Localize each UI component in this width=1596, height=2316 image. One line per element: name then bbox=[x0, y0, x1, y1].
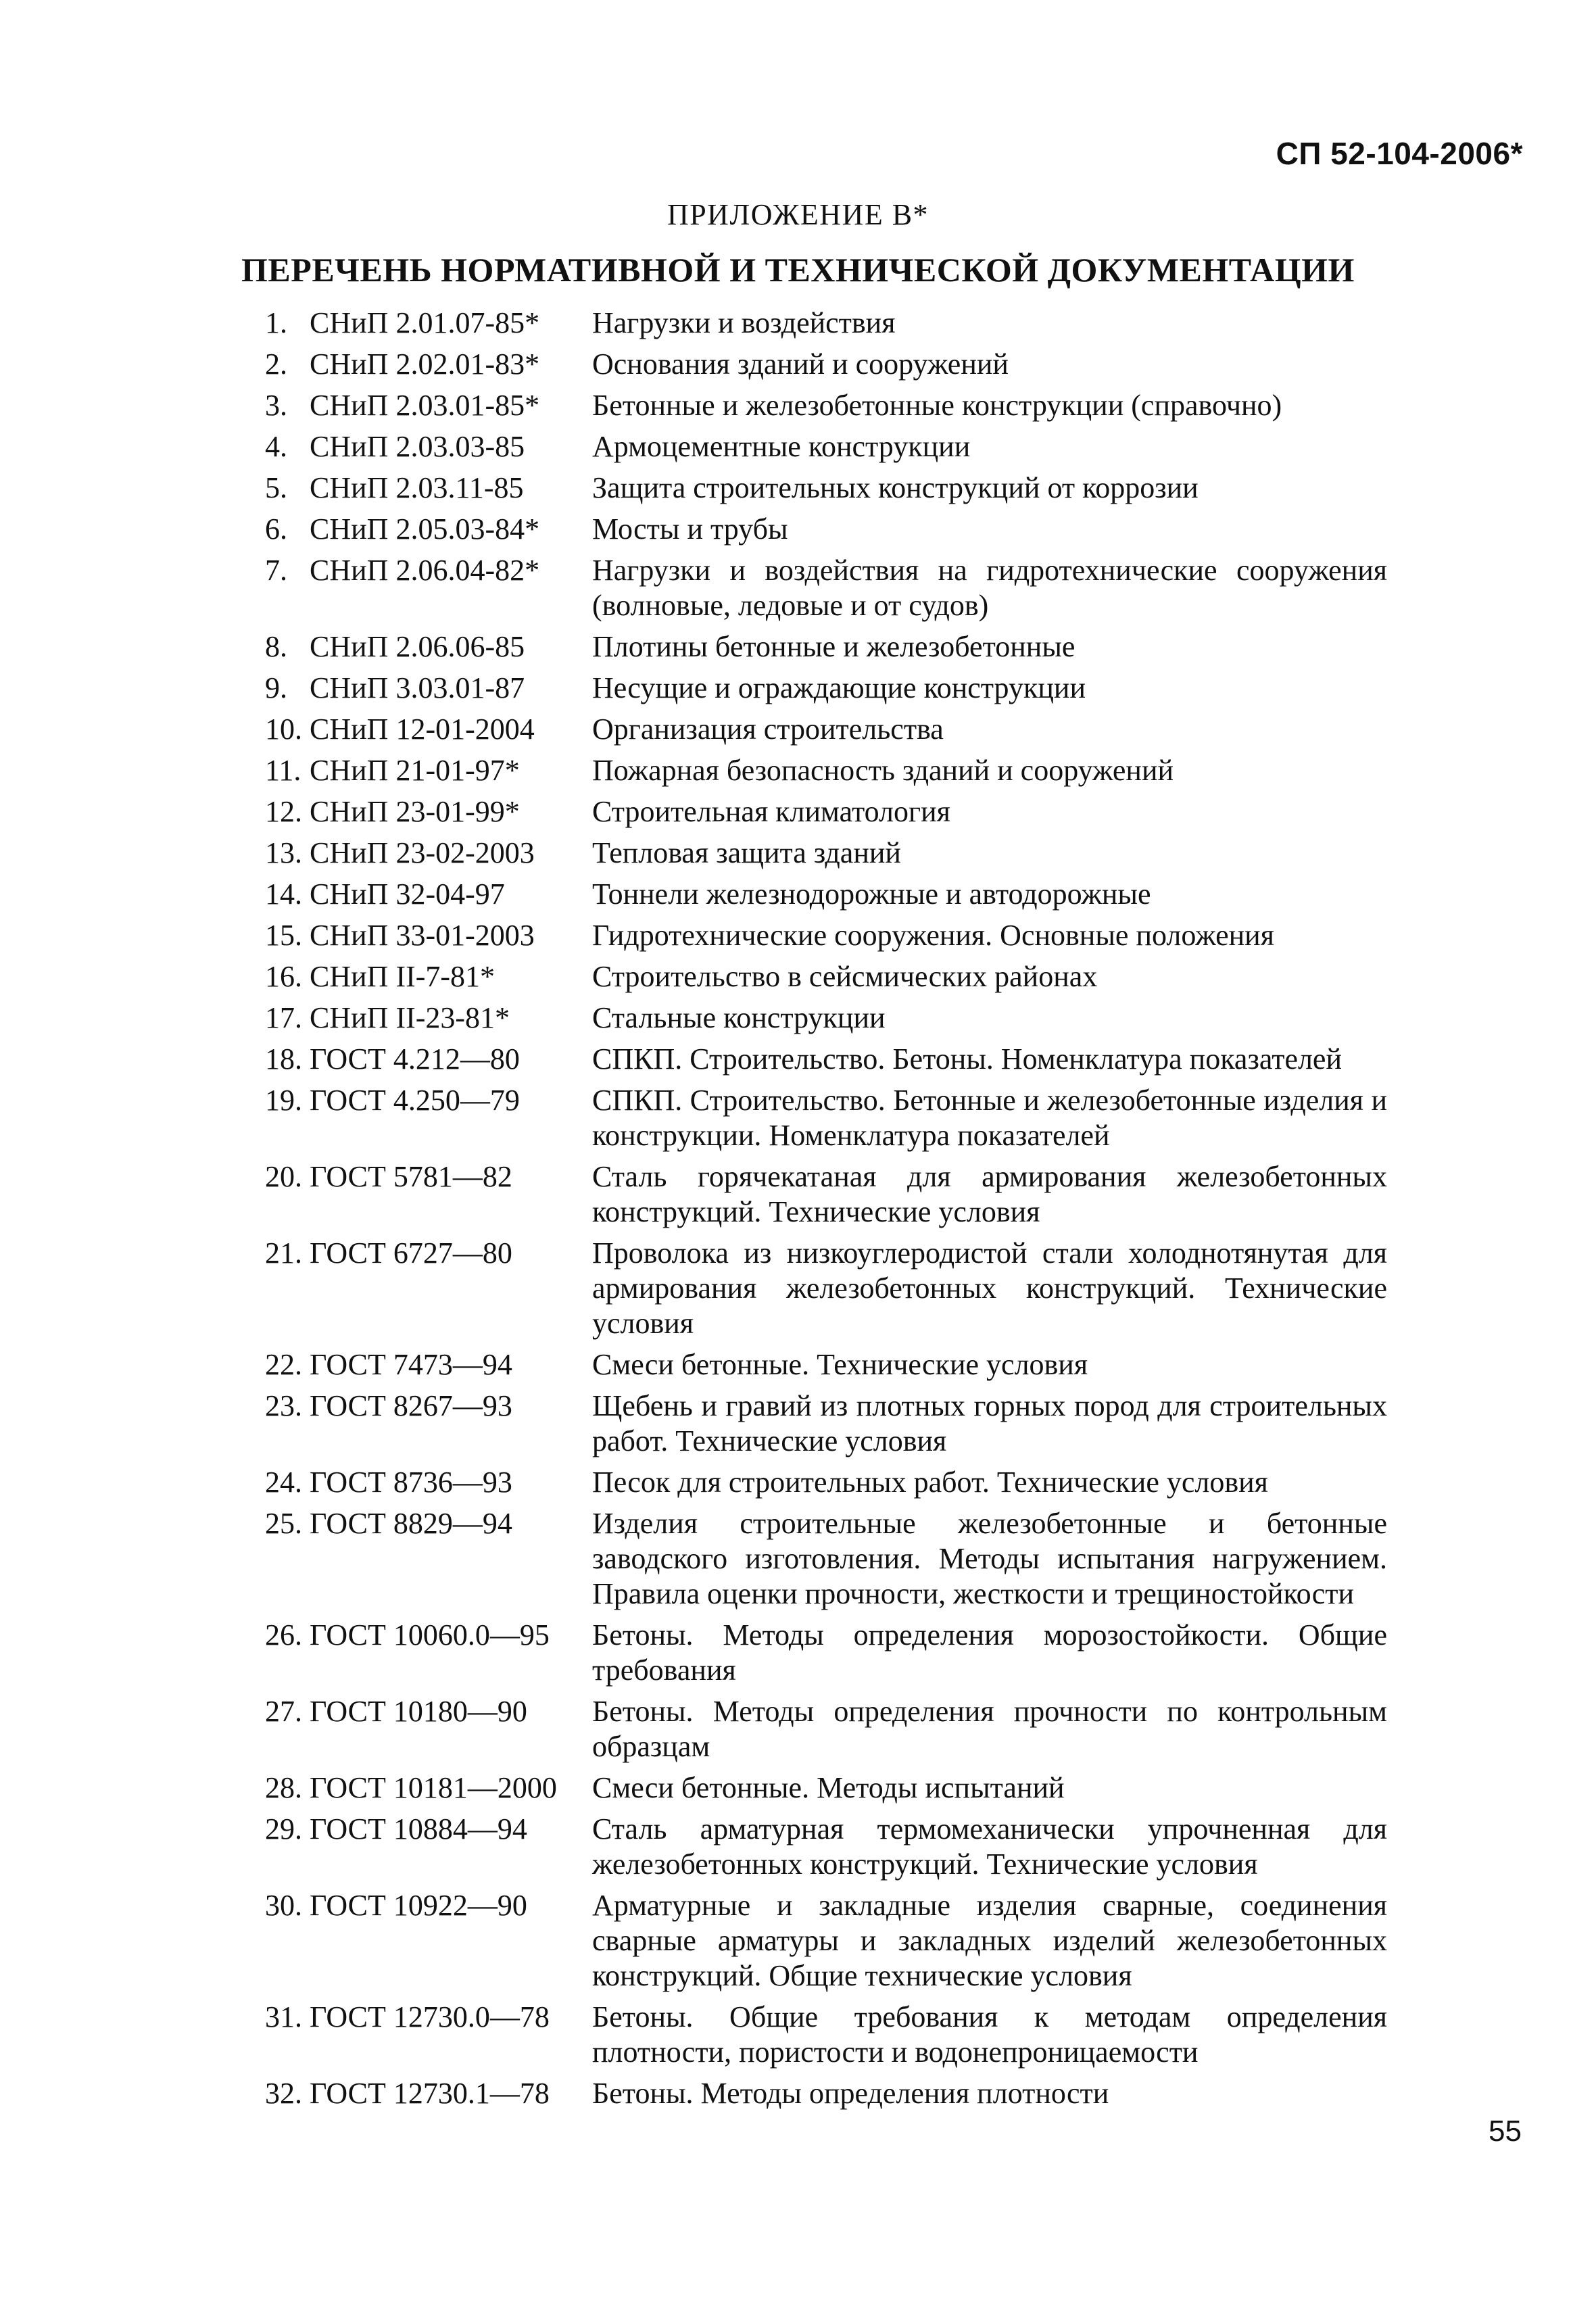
item-description: Тоннели железнодорожные и автодорожные bbox=[592, 877, 1151, 911]
list-item bbox=[265, 347, 1387, 382]
item-description: Нагрузки и воздействия bbox=[592, 306, 896, 339]
list-item bbox=[265, 1159, 1387, 1230]
item-number: 15. bbox=[265, 919, 302, 952]
item-description: Организация строительства bbox=[592, 713, 944, 746]
item-description: СПКП. Строительство. Бетоны. Номенклатура показателей bbox=[592, 1042, 1343, 1076]
item-number: 30. bbox=[265, 1889, 302, 1922]
item-number: 14. bbox=[265, 877, 302, 911]
item-number: 22. bbox=[265, 1348, 302, 1381]
item-description: Песок для строительных работ. Технические условия bbox=[592, 1466, 1268, 1499]
item-number: 25. bbox=[265, 1507, 302, 1540]
item-document-code: СНиП 2.05.03-84* bbox=[310, 512, 540, 546]
item-description: Тепловая защита зданий bbox=[592, 836, 901, 869]
list-item bbox=[265, 1389, 1387, 1459]
list-item bbox=[265, 553, 1387, 623]
item-document-code: ГОСТ 10922—90 bbox=[310, 1889, 527, 1922]
list-item bbox=[265, 388, 1387, 423]
item-document-code: ГОСТ 10180—90 bbox=[310, 1695, 527, 1728]
item-document-code: ГОСТ 10060.0—95 bbox=[310, 1618, 550, 1651]
list-item bbox=[265, 959, 1387, 994]
item-document-code: ГОСТ 10181—2000 bbox=[310, 1771, 557, 1804]
item-document-code: ГОСТ 4.212—80 bbox=[310, 1042, 520, 1076]
item-description: Бетоны. Общие требования к методам определения плотности, пористости и водонепроницаемости bbox=[592, 2000, 1387, 2069]
item-document-code: СНиП 33-01-2003 bbox=[310, 919, 535, 952]
item-number: 6. bbox=[265, 512, 287, 546]
item-number: 17. bbox=[265, 1001, 302, 1034]
item-document-code: ГОСТ 12730.0—78 bbox=[310, 2000, 550, 2033]
item-document-code: СНиП 2.06.06-85 bbox=[310, 630, 525, 663]
item-document-code: ГОСТ 8829—94 bbox=[310, 1507, 512, 1540]
item-number: 5. bbox=[265, 471, 287, 504]
item-number: 26. bbox=[265, 1618, 302, 1651]
item-document-code: ГОСТ 8267—93 bbox=[310, 1389, 512, 1422]
list-item bbox=[265, 1000, 1387, 1036]
item-number: 1. bbox=[265, 306, 287, 339]
item-description: Строительная климатология bbox=[592, 795, 950, 828]
item-description: Строительство в сейсмических районах bbox=[592, 960, 1098, 993]
list-item bbox=[265, 2076, 1387, 2111]
item-document-code: СНиП 3.03.01-87 bbox=[310, 671, 525, 704]
item-description: Бетоны. Методы определения плотности bbox=[592, 2077, 1109, 2110]
item-document-code: ГОСТ 4.250—79 bbox=[310, 1084, 520, 1117]
item-number: 13. bbox=[265, 836, 302, 869]
list-item bbox=[265, 877, 1387, 912]
item-description: Бетоны. Методы определения прочности по контрольным образцам bbox=[592, 1695, 1387, 1763]
item-number: 2. bbox=[265, 347, 287, 381]
item-description: Смеси бетонные. Технические условия bbox=[592, 1348, 1088, 1381]
item-description: Пожарная безопасность зданий и сооружений bbox=[592, 754, 1174, 787]
item-number: 16. bbox=[265, 960, 302, 993]
item-description: Мосты и трубы bbox=[592, 512, 788, 546]
list-item bbox=[265, 1694, 1387, 1764]
item-description: Стальные конструкции bbox=[592, 1001, 886, 1034]
item-document-code: СНиП 23-02-2003 bbox=[310, 836, 535, 869]
list-item bbox=[265, 753, 1387, 788]
list-item bbox=[265, 306, 1387, 341]
list-item bbox=[265, 712, 1387, 747]
item-number: 4. bbox=[265, 430, 287, 463]
item-document-code: СНиП 2.03.11-85 bbox=[310, 471, 524, 504]
page-title: ПЕРЕЧЕНЬ НОРМАТИВНОЙ И ТЕХНИЧЕСКОЙ ДОКУМЕНТАЦИИ bbox=[241, 251, 1355, 289]
list-item bbox=[265, 471, 1387, 506]
item-description: Бетоны. Методы определения морозостойкости. Общие требования bbox=[592, 1618, 1387, 1687]
document-code: СП 52-104-2006* bbox=[1276, 136, 1523, 171]
item-number: 19. bbox=[265, 1084, 302, 1117]
list-item bbox=[265, 629, 1387, 665]
list-item bbox=[265, 1888, 1387, 1994]
list-item bbox=[265, 1347, 1387, 1382]
item-description: Бетонные и железобетонные конструкции (справочно) bbox=[592, 389, 1282, 422]
item-document-code: ГОСТ 12730.1—78 bbox=[310, 2077, 550, 2110]
item-description: Щебень и гравий из плотных горных пород для строительных работ. Технические условия bbox=[592, 1389, 1387, 1457]
list-item bbox=[265, 671, 1387, 706]
item-number: 11. bbox=[265, 754, 301, 787]
item-document-code: СНиП 12-01-2004 bbox=[310, 713, 535, 746]
item-description: Несущие и ограждающие конструкции bbox=[592, 671, 1086, 704]
list-item bbox=[265, 1236, 1387, 1341]
item-document-code: СНиП II-23-81* bbox=[310, 1001, 510, 1034]
item-number: 21. bbox=[265, 1236, 302, 1270]
list-item bbox=[265, 1770, 1387, 1806]
item-number: 8. bbox=[265, 630, 287, 663]
list-item bbox=[265, 429, 1387, 464]
item-description: Нагрузки и воздействия на гидротехнические сооружения (волновые, ледовые и от судов) bbox=[592, 554, 1387, 622]
item-description: Смеси бетонные. Методы испытаний bbox=[592, 1771, 1065, 1804]
item-document-code: СНиП 2.03.01-85* bbox=[310, 389, 540, 422]
list-item bbox=[265, 512, 1387, 547]
item-number: 3. bbox=[265, 389, 287, 422]
item-number: 23. bbox=[265, 1389, 302, 1422]
item-number: 32. bbox=[265, 2077, 302, 2110]
list-item bbox=[265, 1506, 1387, 1612]
item-description: Армоцементные конструкции bbox=[592, 430, 971, 463]
item-number: 9. bbox=[265, 671, 287, 704]
item-number: 29. bbox=[265, 1812, 302, 1845]
item-number: 28. bbox=[265, 1771, 302, 1804]
list-item bbox=[265, 1465, 1387, 1500]
item-description: Арматурные и закладные изделия сварные, соединения сварные арматуры и закладных изделий железобетонных конструкций. Общие технические условия bbox=[592, 1889, 1387, 1992]
item-number: 27. bbox=[265, 1695, 302, 1728]
item-document-code: СНиП 2.01.07-85* bbox=[310, 306, 540, 339]
item-number: 31. bbox=[265, 2000, 302, 2033]
item-document-code: СНиП 21-01-97* bbox=[310, 754, 520, 787]
document-list bbox=[265, 306, 1387, 2117]
item-description: Гидротехнические сооружения. Основные положения bbox=[592, 919, 1274, 952]
item-document-code: ГОСТ 5781—82 bbox=[310, 1160, 512, 1193]
item-document-code: СНиП 2.02.01-83* bbox=[310, 347, 540, 381]
item-description: Защита строительных конструкций от коррозии bbox=[592, 471, 1199, 504]
item-document-code: СНиП 23-01-99* bbox=[310, 795, 520, 828]
item-document-code: СНиП II-7-81* bbox=[310, 960, 495, 993]
list-item bbox=[265, 836, 1387, 871]
item-number: 24. bbox=[265, 1466, 302, 1499]
list-item bbox=[265, 918, 1387, 953]
item-document-code: СНиП 2.06.04-82* bbox=[310, 554, 540, 587]
item-number: 7. bbox=[265, 554, 287, 587]
item-number: 18. bbox=[265, 1042, 302, 1076]
list-item bbox=[265, 1083, 1387, 1153]
item-number: 20. bbox=[265, 1160, 302, 1193]
item-document-code: ГОСТ 7473—94 bbox=[310, 1348, 512, 1381]
item-description: Плотины бетонные и железобетонные bbox=[592, 630, 1075, 663]
page-number: 55 bbox=[1489, 2115, 1522, 2148]
list-item bbox=[265, 1042, 1387, 1077]
list-item bbox=[265, 1812, 1387, 1882]
item-number: 12. bbox=[265, 795, 302, 828]
list-item bbox=[265, 1618, 1387, 1688]
list-item bbox=[265, 794, 1387, 829]
item-description: Сталь горячекатаная для армирования железобетонных конструкций. Технические условия bbox=[592, 1160, 1387, 1228]
appendix-label: ПРИЛОЖЕНИЕ В* bbox=[667, 198, 929, 231]
item-document-code: ГОСТ 8736—93 bbox=[310, 1466, 512, 1499]
item-document-code: ГОСТ 6727—80 bbox=[310, 1236, 512, 1270]
item-description: Проволока из низкоуглеродистой стали холоднотянутая для армирования железобетонных конструкций. Технические условия bbox=[592, 1236, 1387, 1340]
item-document-code: СНиП 2.03.03-85 bbox=[310, 430, 525, 463]
item-document-code: СНиП 32-04-97 bbox=[310, 877, 505, 911]
item-description: Сталь арматурная термомеханически упрочненная для железобетонных конструкций. Технические условия bbox=[592, 1812, 1387, 1881]
item-document-code: ГОСТ 10884—94 bbox=[310, 1812, 527, 1845]
item-number: 10. bbox=[265, 713, 302, 746]
list-item bbox=[265, 2000, 1387, 2070]
item-description: Основания зданий и сооружений bbox=[592, 347, 1009, 381]
item-description: СПКП. Строительство. Бетонные и железобетонные изделия и конструкции. Номенклатура показателей bbox=[592, 1084, 1387, 1152]
item-description: Изделия строительные железобетонные и бетонные заводского изготовления. Методы испытания нагружением. Правила оценки прочности, жесткости и трещиностойкости bbox=[592, 1507, 1387, 1610]
